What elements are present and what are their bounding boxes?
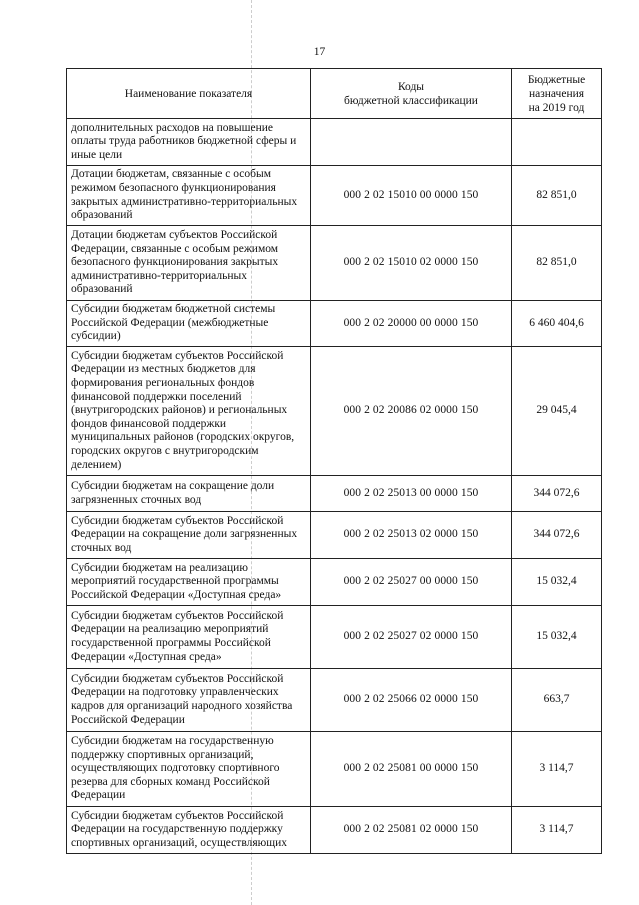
table-row (67, 559, 602, 606)
row-code: 000 2 02 15010 02 0000 150 (311, 226, 512, 301)
header-budget-allocations (512, 69, 602, 119)
row-code: 000 2 02 25027 00 0000 150 (311, 559, 512, 606)
row-code: 000 2 02 20086 02 0000 150 (311, 347, 512, 476)
row-amount: 344 072,6 (512, 512, 602, 559)
row-amount: 82 851,0 (512, 166, 602, 226)
row-name: Субсидии бюджетам бюджетной системы Российской Федерации (межбюджетные субсидии) (67, 301, 311, 347)
row-amount: 82 851,0 (512, 226, 602, 301)
header-budget-codes (311, 69, 512, 119)
table-row (67, 606, 602, 669)
table-row (67, 512, 602, 559)
table-header-row (67, 69, 602, 119)
row-name: Субсидии бюджетам субъектов Российской Федерации на подготовку управленческих кадров для организаций народного хозяйства Российской Федерации (67, 669, 311, 732)
table-row (67, 669, 602, 732)
row-code: 000 2 02 25027 02 0000 150 (311, 606, 512, 669)
table-row (67, 301, 602, 347)
row-name: Субсидии бюджетам на государственную поддержку спортивных организаций, осуществляющих подготовку спортивного резерва для сборных команд Российской Федерации (67, 732, 311, 807)
row-name: дополнительных расходов на повышение оплаты труда работников бюджетной сферы и иные цели (67, 119, 311, 166)
row-name: Субсидии бюджетам на сокращение доли загрязненных сточных вод (67, 476, 311, 512)
row-amount: 15 032,4 (512, 606, 602, 669)
table-row (67, 119, 602, 166)
row-name: Субсидии бюджетам субъектов Российской Федерации из местных бюджетов для формирования региональных фондов финансовой поддержки поселений (внутригородских районов) и региональных фондов финансовой поддержки муниципальных районов (городских округов, городских округов с внутригородским делением) (67, 347, 311, 476)
row-amount: 6 460 404,6 (512, 301, 602, 347)
budget-table (66, 68, 602, 854)
table-row (67, 807, 602, 854)
row-code: 000 2 02 20000 00 0000 150 (311, 301, 512, 347)
row-name: Субсидии бюджетам на реализацию мероприятий государственной программы Российской Федерации «Доступная среда» (67, 559, 311, 606)
row-amount: 3 114,7 (512, 732, 602, 807)
row-code: 000 2 02 15010 00 0000 150 (311, 166, 512, 226)
table-row (67, 732, 602, 807)
table-row (67, 166, 602, 226)
row-name: Дотации бюджетам, связанные с особым режимом безопасного функционирования закрытых административно-территориальных образований (67, 166, 311, 226)
table-row (67, 226, 602, 301)
row-name: Субсидии бюджетам субъектов Российской Федерации на сокращение доли загрязненных сточных вод (67, 512, 311, 559)
row-code: 000 2 02 25066 02 0000 150 (311, 669, 512, 732)
row-name: Субсидии бюджетам субъектов Российской Федерации на государственную поддержку спортивных организаций, осуществляющих (67, 807, 311, 854)
row-name: Субсидии бюджетам субъектов Российской Федерации на реализацию мероприятий государственной программы Российской Федерации «Доступная среда» (67, 606, 311, 669)
row-name: Дотации бюджетам субъектов Российской Федерации, связанные с особым режимом безопасного функционирования закрытых административно-территориальных образований (67, 226, 311, 301)
row-amount: 344 072,6 (512, 476, 602, 512)
table-row (67, 476, 602, 512)
row-amount (512, 119, 602, 166)
row-code (311, 119, 512, 166)
row-code: 000 2 02 25013 02 0000 150 (311, 512, 512, 559)
row-code: 000 2 02 25081 02 0000 150 (311, 807, 512, 854)
row-amount: 3 114,7 (512, 807, 602, 854)
page-number: 17 (313, 46, 326, 58)
row-amount: 29 045,4 (512, 347, 602, 476)
row-amount: 663,7 (512, 669, 602, 732)
header-indicator-name: Наименование показателя (67, 69, 311, 119)
header-budget-codes-text: Коды бюджетной классификации (344, 80, 478, 107)
header-budget-allocations-text: Бюджетные назначения на 2019 год (527, 73, 586, 114)
row-amount: 15 032,4 (512, 559, 602, 606)
row-code: 000 2 02 25013 00 0000 150 (311, 476, 512, 512)
row-code: 000 2 02 25081 00 0000 150 (311, 732, 512, 807)
table-row (67, 347, 602, 476)
